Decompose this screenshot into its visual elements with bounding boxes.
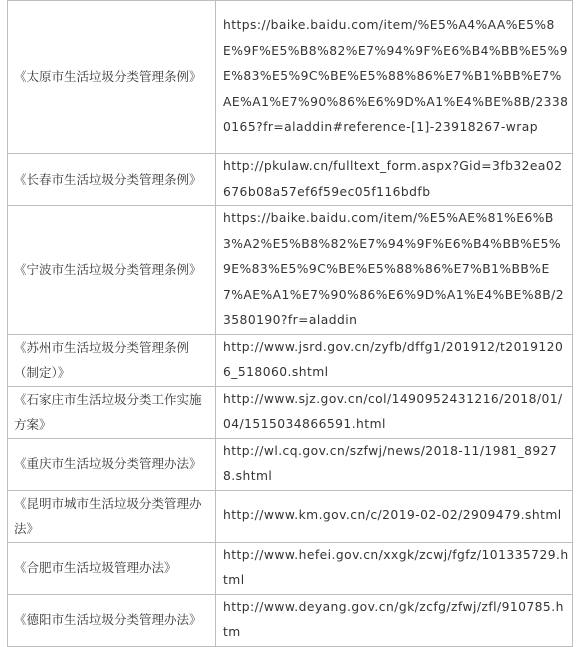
regulation-name: 《德阳市生活垃圾分类管理办法》 (8, 594, 216, 646)
table-row (8, 438, 573, 490)
table-row (8, 542, 573, 594)
regulation-url: http://www.jsrd.gov.cn/zyfb/dffg1/201912/t20191206_518060.shtml (216, 334, 573, 386)
regulation-url: http://www.sjz.gov.cn/col/1490952431216/2018/01/04/1515034866591.html (216, 386, 573, 438)
regulation-url: http://www.hefei.gov.cn/xxgk/zcwj/fgfz/101335729.html (216, 542, 573, 594)
regulation-name: 《合肥市生活垃圾管理办法》 (8, 542, 216, 594)
regulation-name: 《重庆市生活垃圾分类管理办法》 (8, 438, 216, 490)
regulation-url: https://baike.baidu.com/item/%E5%A4%AA%E5%8E%9F%E5%B8%82%E7%94%9F%E6%B4%BB%E5%9E%83%E5%9C%BE%E5%88%86%E7%B1%BB%E7%AE%A1%E7%90%86%E6%9D%A1%E4%BE%8B/23380165?fr=aladdin#reference-[1]-23918267-wrap (216, 1, 573, 154)
regulation-name: 《昆明市城市生活垃圾分类管理办法》 (8, 490, 216, 542)
regulation-name: 《石家庄市生活垃圾分类工作实施方案》 (8, 386, 216, 438)
regulation-name: 《宁波市生活垃圾分类管理条例》 (8, 206, 216, 335)
regulation-name: 《长春市生活垃圾分类管理条例》 (8, 154, 216, 206)
regulation-url: http://www.km.gov.cn/c/2019-02-02/2909479.shtml (216, 490, 573, 542)
table-row (8, 334, 573, 386)
regulation-name: 《苏州市生活垃圾分类管理条例（制定）》 (8, 334, 216, 386)
regulation-url: http://wl.cq.gov.cn/szfwj/news/2018-11/1981_89278.shtml (216, 438, 573, 490)
table-row (8, 1, 573, 154)
regulation-url: http://pkulaw.cn/fulltext_form.aspx?Gid=3fb32ea02676b08a57ef6f59ec05f116bdfb (216, 154, 573, 206)
regulation-url: http://www.deyang.gov.cn/gk/zcfg/zfwj/zfl/910785.htm (216, 594, 573, 646)
table-row (8, 154, 573, 206)
table-row (8, 594, 573, 646)
table-row (8, 490, 573, 542)
table-row (8, 386, 573, 438)
regulation-links-table (7, 0, 573, 647)
regulation-url: https://baike.baidu.com/item/%E5%AE%81%E6%B3%A2%E5%B8%82%E7%94%9F%E6%B4%BB%E5%9E%83%E5%9C%BE%E5%88%86%E7%B1%BB%E7%AE%A1%E7%90%86%E6%9D%A1%E4%BE%8B/23580190?fr=aladdin (216, 206, 573, 335)
regulation-name: 《太原市生活垃圾分类管理条例》 (8, 1, 216, 154)
table-row (8, 206, 573, 335)
